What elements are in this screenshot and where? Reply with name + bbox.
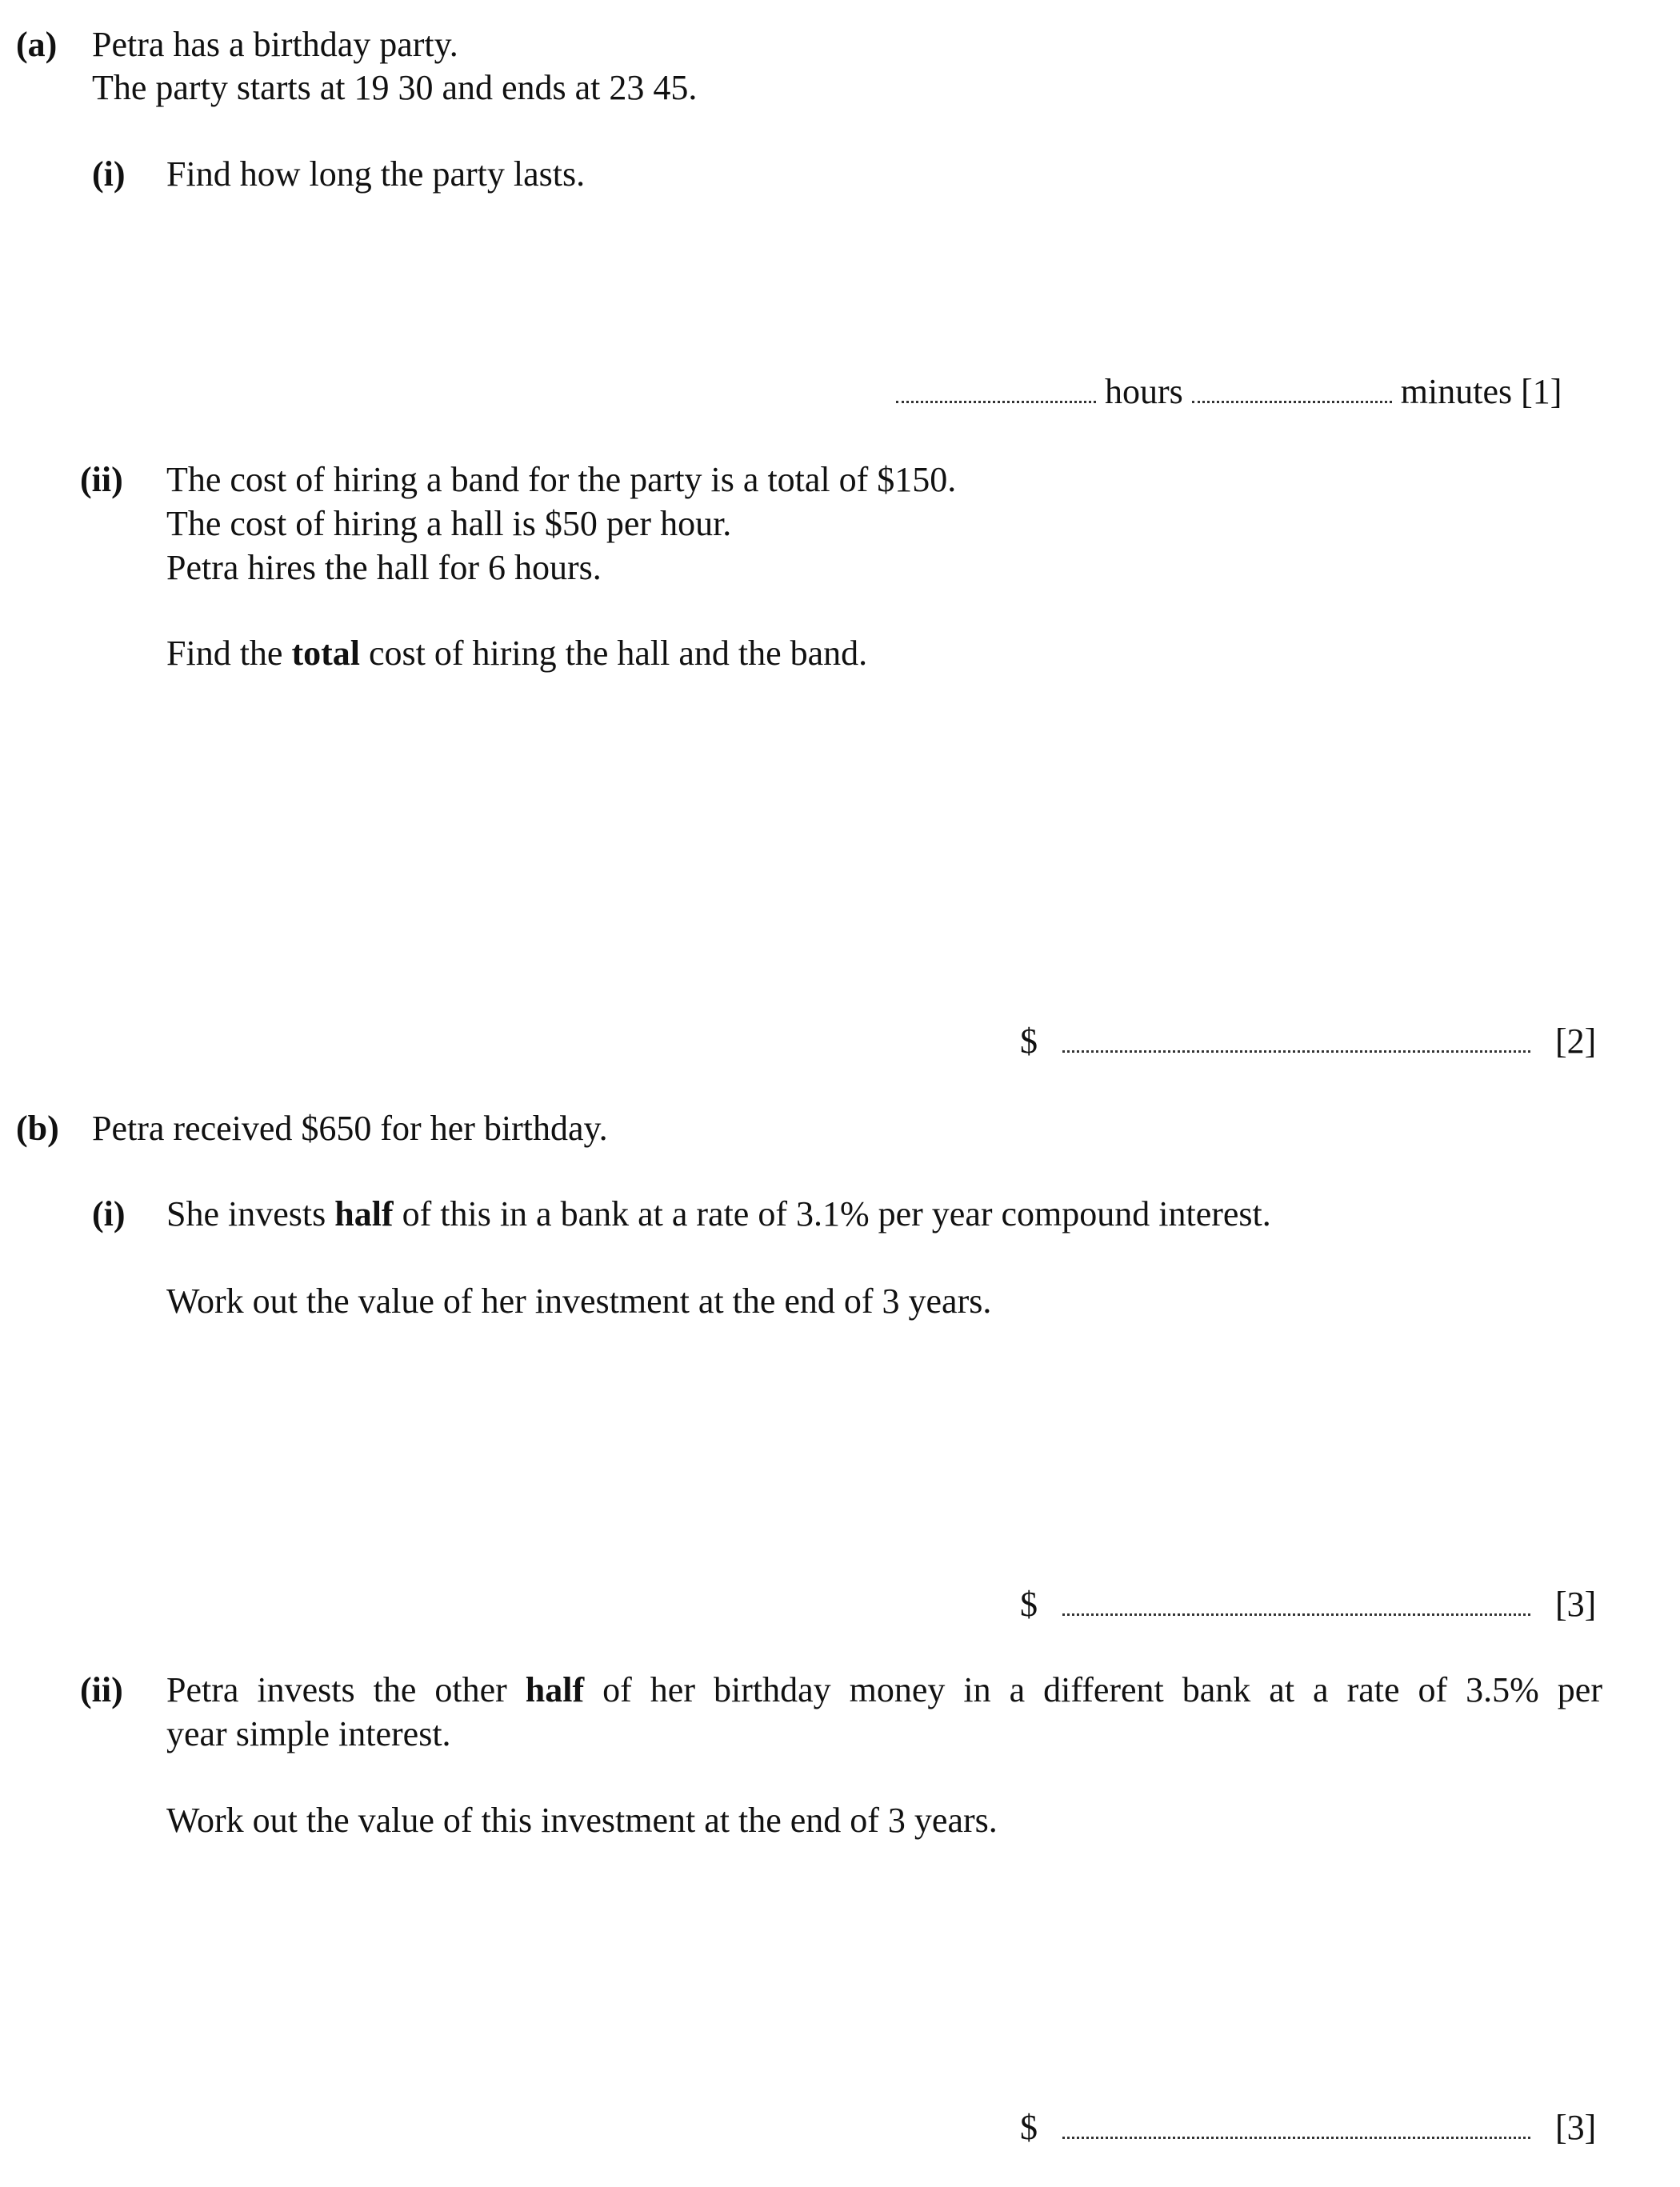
question-emphasis: half (334, 1194, 394, 1233)
answer-blank-hours[interactable] (896, 386, 1096, 403)
part-a-i-answer-line (896, 374, 1562, 410)
part-b-i-line (166, 1194, 1271, 1233)
part-a-i-question: Find how long the party lasts. (166, 154, 586, 194)
currency-symbol: $ (1020, 2108, 1038, 2147)
question-text: Find the (166, 634, 292, 673)
part-a-ii-line-3: Petra hires the hall for 6 hours. (166, 548, 602, 587)
part-a-ii-question (166, 636, 867, 671)
part-b-ii-question: Work out the value of this investment at the end of 3 years. (166, 1801, 998, 1840)
part-b-i-question: Work out the value of her investment at the end of 3 years. (166, 1281, 992, 1321)
part-a-ii-line-1: The cost of hiring a band for the party is a total of $150. (166, 460, 957, 499)
part-a-ii-line-2: The cost of hiring a hall is $50 per hour. (166, 504, 732, 543)
question-text: of her birthday money in a different bank at a rate of 3.5% per (584, 1670, 1602, 1709)
marks-a-ii: [2] (1555, 1022, 1597, 1061)
question-text: of this in a bank at a rate of 3.1% per year compound interest. (393, 1194, 1271, 1233)
marks-a-i: [1] (1521, 372, 1562, 411)
currency-symbol: $ (1020, 1022, 1038, 1061)
question-text: cost of hiring the hall and the band. (359, 634, 868, 673)
marks-b-ii: [3] (1555, 2108, 1597, 2147)
part-b-i-answer-line (1020, 1587, 1596, 1622)
question-text: Petra invests the other (166, 1670, 526, 1709)
part-b-ii-line-2: year simple interest. (166, 1714, 451, 1753)
part-a-ii-label: (ii) (80, 460, 123, 499)
answer-blank[interactable] (1062, 2122, 1530, 2139)
part-a-i-label: (i) (92, 154, 126, 194)
part-a-intro-line-2: The party starts at 19 30 and ends at 23 45. (92, 68, 698, 107)
question-text: She invests (166, 1194, 335, 1233)
part-b-ii-line-1 (166, 1670, 1602, 1709)
part-b-ii-label: (ii) (80, 1670, 123, 1709)
marks-b-i: [3] (1555, 1585, 1597, 1624)
part-a-intro-line-1: Petra has a birthday party. (92, 25, 458, 64)
hours-unit: hours (1105, 372, 1183, 411)
part-a-label: (a) (16, 25, 58, 64)
answer-blank[interactable] (1062, 1599, 1530, 1616)
part-b-ii-answer-line (1020, 2110, 1596, 2145)
minutes-unit: minutes (1400, 372, 1513, 411)
question-emphasis: total (291, 634, 360, 673)
part-b-i-label: (i) (92, 1194, 126, 1233)
question-emphasis: half (525, 1670, 585, 1709)
answer-blank-minutes[interactable] (1192, 386, 1392, 403)
answer-blank[interactable] (1062, 1036, 1530, 1053)
currency-symbol: $ (1020, 1585, 1038, 1624)
part-b-intro: Petra received $650 for her birthday. (92, 1109, 608, 1148)
part-a-ii-answer-line (1020, 1024, 1596, 1059)
part-b-label: (b) (16, 1109, 59, 1148)
